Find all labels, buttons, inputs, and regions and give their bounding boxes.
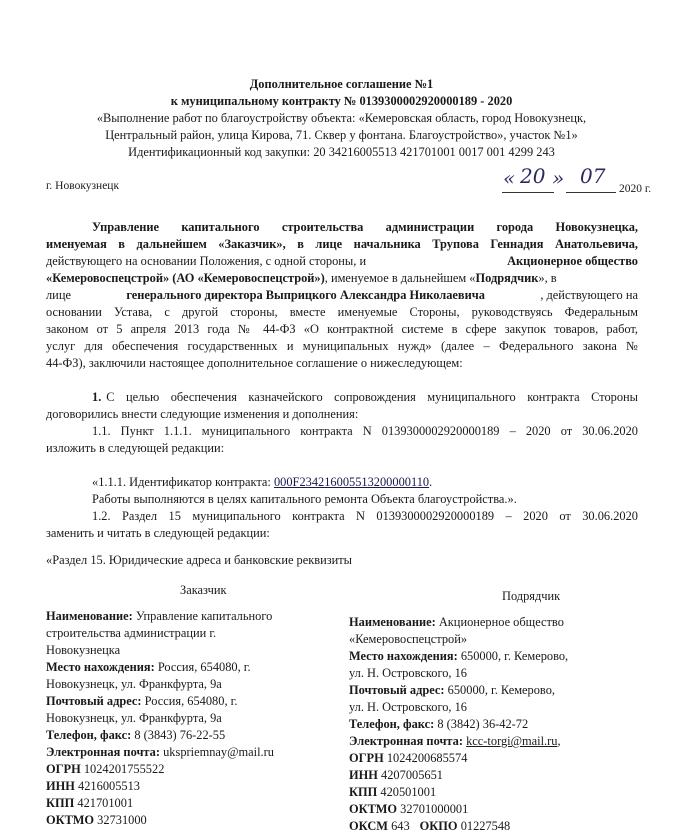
customer-name xyxy=(46,608,272,625)
customer-location-line-2: Новокузнецк, ул. Франкфурта, 9а xyxy=(46,677,222,691)
clause-1-line-2: договорились внести следующие изменения и дополнения: xyxy=(46,407,359,421)
contractor-kpp-label: КПП xyxy=(349,785,378,799)
subject-line-1: «Выполнение работ по благоустройству объекта: «Кемеровская область, город Новокузнецк, xyxy=(96,111,587,125)
contractor-email-suffix: , xyxy=(557,734,561,748)
preamble-line-4d: », в xyxy=(538,271,557,285)
preamble-line-1: Управление капитального строительства администрации города Новокузнецка, xyxy=(92,220,638,234)
contractor-kpp-value: 420501001 xyxy=(380,785,437,799)
clause-1-1-line-1: 1.1. Пункт 1.1.1. муниципального контракта N 0139300002920000189 – 2020 от 30.06.2020 xyxy=(92,424,638,438)
contractor-name xyxy=(349,614,564,631)
customer-ogrn xyxy=(46,761,164,778)
procurement-code: Идентификационный код закупки: 20 34216005513 421701001 0017 001 4299 243 xyxy=(128,145,555,159)
contractor-phone xyxy=(349,716,528,733)
section-15-title: «Раздел 15. Юридические адреса и банковские реквизиты xyxy=(46,553,353,567)
preamble-line-3a: действующего на основании Положения, с одной стороны, и xyxy=(46,254,367,268)
date-day: 20 xyxy=(520,164,546,188)
customer-ogrn-label: ОГРН xyxy=(46,762,81,776)
customer-postal-line-2: Новокузнецк, ул. Франкфурта, 9а xyxy=(46,711,222,725)
customer-postal-label: Почтовый адрес: xyxy=(46,694,142,708)
identifier-label: «1.1.1. Идентификатор контракта: xyxy=(92,475,271,489)
clause-1-1-line-2: изложить в следующей редакции: xyxy=(46,441,225,455)
contractor-oktmo xyxy=(349,801,468,818)
customer-heading: Заказчик xyxy=(180,583,227,597)
customer-name-label: Наименование: xyxy=(46,609,133,623)
customer-oktmo-value: 32731000 xyxy=(97,813,147,827)
preamble-line-5b: генерального директора Выприцкого Александра Николаевича xyxy=(126,288,485,302)
contractor-heading: Подрядчик xyxy=(502,589,561,603)
customer-postal-value: Россия, 654080, г. xyxy=(144,694,238,708)
preamble-line-9: 44-ФЗ), заключили настоящее дополнительное соглашение о нижеследующем: xyxy=(46,356,463,370)
contractor-okpo xyxy=(420,818,511,835)
clause-1-number: 1. xyxy=(92,390,102,404)
contractor-okpo-label: ОКПО xyxy=(419,819,458,833)
clause-1-1-1-works: Работы выполняются в целях капитального ремонта Объекта благоустройства.». xyxy=(92,492,517,506)
preamble-line-4b: , именуемое в дальнейшем « xyxy=(324,271,476,285)
customer-email xyxy=(46,744,274,761)
contractor-email xyxy=(349,733,561,750)
customer-email-value: ukspriemnay@mail.ru xyxy=(163,745,274,759)
contractor-oktmo-label: ОКТМО xyxy=(349,802,398,816)
customer-oktmo-label: ОКТМО xyxy=(46,813,95,827)
preamble-line-2: именуемая в дальнейшем «Заказчик», в лице начальника Трупова Геннадия Анатольевича, xyxy=(46,237,638,251)
city: г. Новокузнецк xyxy=(46,180,120,192)
clause-1-text: С целью обеспечения казначейского сопровождения муниципального контракта Стороны xyxy=(106,390,638,404)
preamble-line-4 xyxy=(46,270,638,287)
contractor-name-label: Наименование: xyxy=(349,615,436,629)
preamble-line-5 xyxy=(46,287,638,304)
contractor-okcm-label: ОКСМ xyxy=(349,819,388,833)
contract-reference: к муниципальному контракту № 0139300002920000189 - 2020 xyxy=(170,94,513,108)
customer-kpp-value: 421701001 xyxy=(77,796,134,810)
contractor-email-label: Электронная почта: xyxy=(349,734,463,748)
preamble-line-3b: Акционерное общество xyxy=(507,254,638,268)
contractor-location-value: 650000, г. Кемерово, xyxy=(460,649,569,663)
preamble-line-5c: , действующего на xyxy=(540,288,638,302)
contractor-name-line-2: «Кемеровоспецстрой» xyxy=(349,632,468,646)
preamble-line-8: услуг для обеспечения государственных и муниципальных нужд» (далее – Федерального закона № xyxy=(46,339,638,353)
date-year: 2020 г. xyxy=(619,183,652,195)
contractor-name-value: Акционерное общество xyxy=(438,615,564,629)
contractor-location xyxy=(349,648,568,665)
contractor-postal-value: 650000, г. Кемерово, xyxy=(447,683,555,697)
contractor-inn-value: 4207005651 xyxy=(381,768,443,782)
contractor-ogrn-value: 1024200685574 xyxy=(386,751,468,765)
contractor-okcm-value: 643 xyxy=(391,819,410,833)
preamble-line-4c: Подрядчик xyxy=(475,271,539,285)
preamble-line-3 xyxy=(46,253,638,270)
customer-email-label: Электронная почта: xyxy=(46,745,160,759)
customer-name-line-2: строительства администрации г. xyxy=(46,626,217,640)
preamble-line-6: основании Устава, с другой стороны, вместе именуемые Стороны, руководствуясь Федеральным xyxy=(46,305,638,319)
contractor-okpo-value: 01227548 xyxy=(460,819,511,833)
customer-postal xyxy=(46,693,237,710)
date-month-underline xyxy=(566,192,616,193)
contract-identifier: 000F234216005513200000110 xyxy=(273,475,430,489)
contractor-phone-label: Телефон, факс: xyxy=(349,717,435,731)
contractor-oktmo-value: 32701000001 xyxy=(400,802,469,816)
contractor-email-value: kcc-torgi@mail.ru xyxy=(466,734,558,748)
customer-name-line-3: Новокузнецка xyxy=(46,643,121,657)
contractor-postal-label: Почтовый адрес: xyxy=(349,683,445,697)
customer-location-label: Место нахождения: xyxy=(46,660,155,674)
date-day-underline xyxy=(502,192,554,193)
customer-inn xyxy=(46,778,140,795)
contractor-ogrn-label: ОГРН xyxy=(349,751,384,765)
customer-inn-value: 4216005513 xyxy=(78,779,140,793)
identifier-period: . xyxy=(429,475,433,489)
preamble-line-7: законом от 5 апреля 2013 года № 44-ФЗ «О контрактной системе в сфере закупок товаров, работ, xyxy=(46,322,638,336)
subject-line-2: Центральный район, улица Кирова, 71. Сквер у фонтана. Благоустройство», участок №1» xyxy=(105,128,578,142)
customer-phone-value: 8 (3843) 76-22-55 xyxy=(134,728,226,742)
preamble-line-4a: «Кемеровоспецстрой» (АО «Кемеровоспецстрой») xyxy=(46,271,325,285)
contractor-okcm xyxy=(349,818,410,835)
customer-location-value: Россия, 654080, г. xyxy=(157,660,251,674)
customer-oktmo xyxy=(46,812,147,829)
customer-location xyxy=(46,659,251,676)
date-month: 07 xyxy=(580,164,606,188)
customer-phone-label: Телефон, факс: xyxy=(46,728,132,742)
customer-ogrn-value: 1024201755522 xyxy=(83,762,165,776)
contractor-inn xyxy=(349,767,443,784)
customer-inn-label: ИНН xyxy=(46,779,75,793)
contractor-location-label: Место нахождения: xyxy=(349,649,458,663)
contractor-okcm-okpo xyxy=(349,818,510,835)
customer-kpp-label: КПП xyxy=(46,796,75,810)
clause-1-1-1-quote xyxy=(92,474,432,491)
contractor-kpp xyxy=(349,784,436,801)
contractor-postal xyxy=(349,682,555,699)
contractor-postal-line-2: ул. Н. Островского, 16 xyxy=(349,700,467,714)
contractor-location-line-2: ул. Н. Островского, 16 xyxy=(349,666,467,680)
clause-1-2-line-1: 1.2. Раздел 15 муниципального контракта N 0139300002920000189 – 2020 от 30.06.2020 xyxy=(92,509,638,523)
document-title: Дополнительное соглашение №1 xyxy=(249,77,434,91)
clause-1-line-1 xyxy=(92,389,638,406)
date-open-quote: « xyxy=(503,166,516,190)
customer-name-value: Управление капитального xyxy=(135,609,273,623)
customer-phone xyxy=(46,727,225,744)
contractor-ogrn xyxy=(349,750,467,767)
preamble-line-5a: лице xyxy=(46,288,71,302)
contractor-phone-value: 8 (3842) 36-42-72 xyxy=(437,717,529,731)
contractor-inn-label: ИНН xyxy=(349,768,378,782)
clause-1-2-line-2: заменить и читать в следующей редакции: xyxy=(46,526,270,540)
date-close-quote: » xyxy=(552,166,565,190)
customer-kpp xyxy=(46,795,133,812)
